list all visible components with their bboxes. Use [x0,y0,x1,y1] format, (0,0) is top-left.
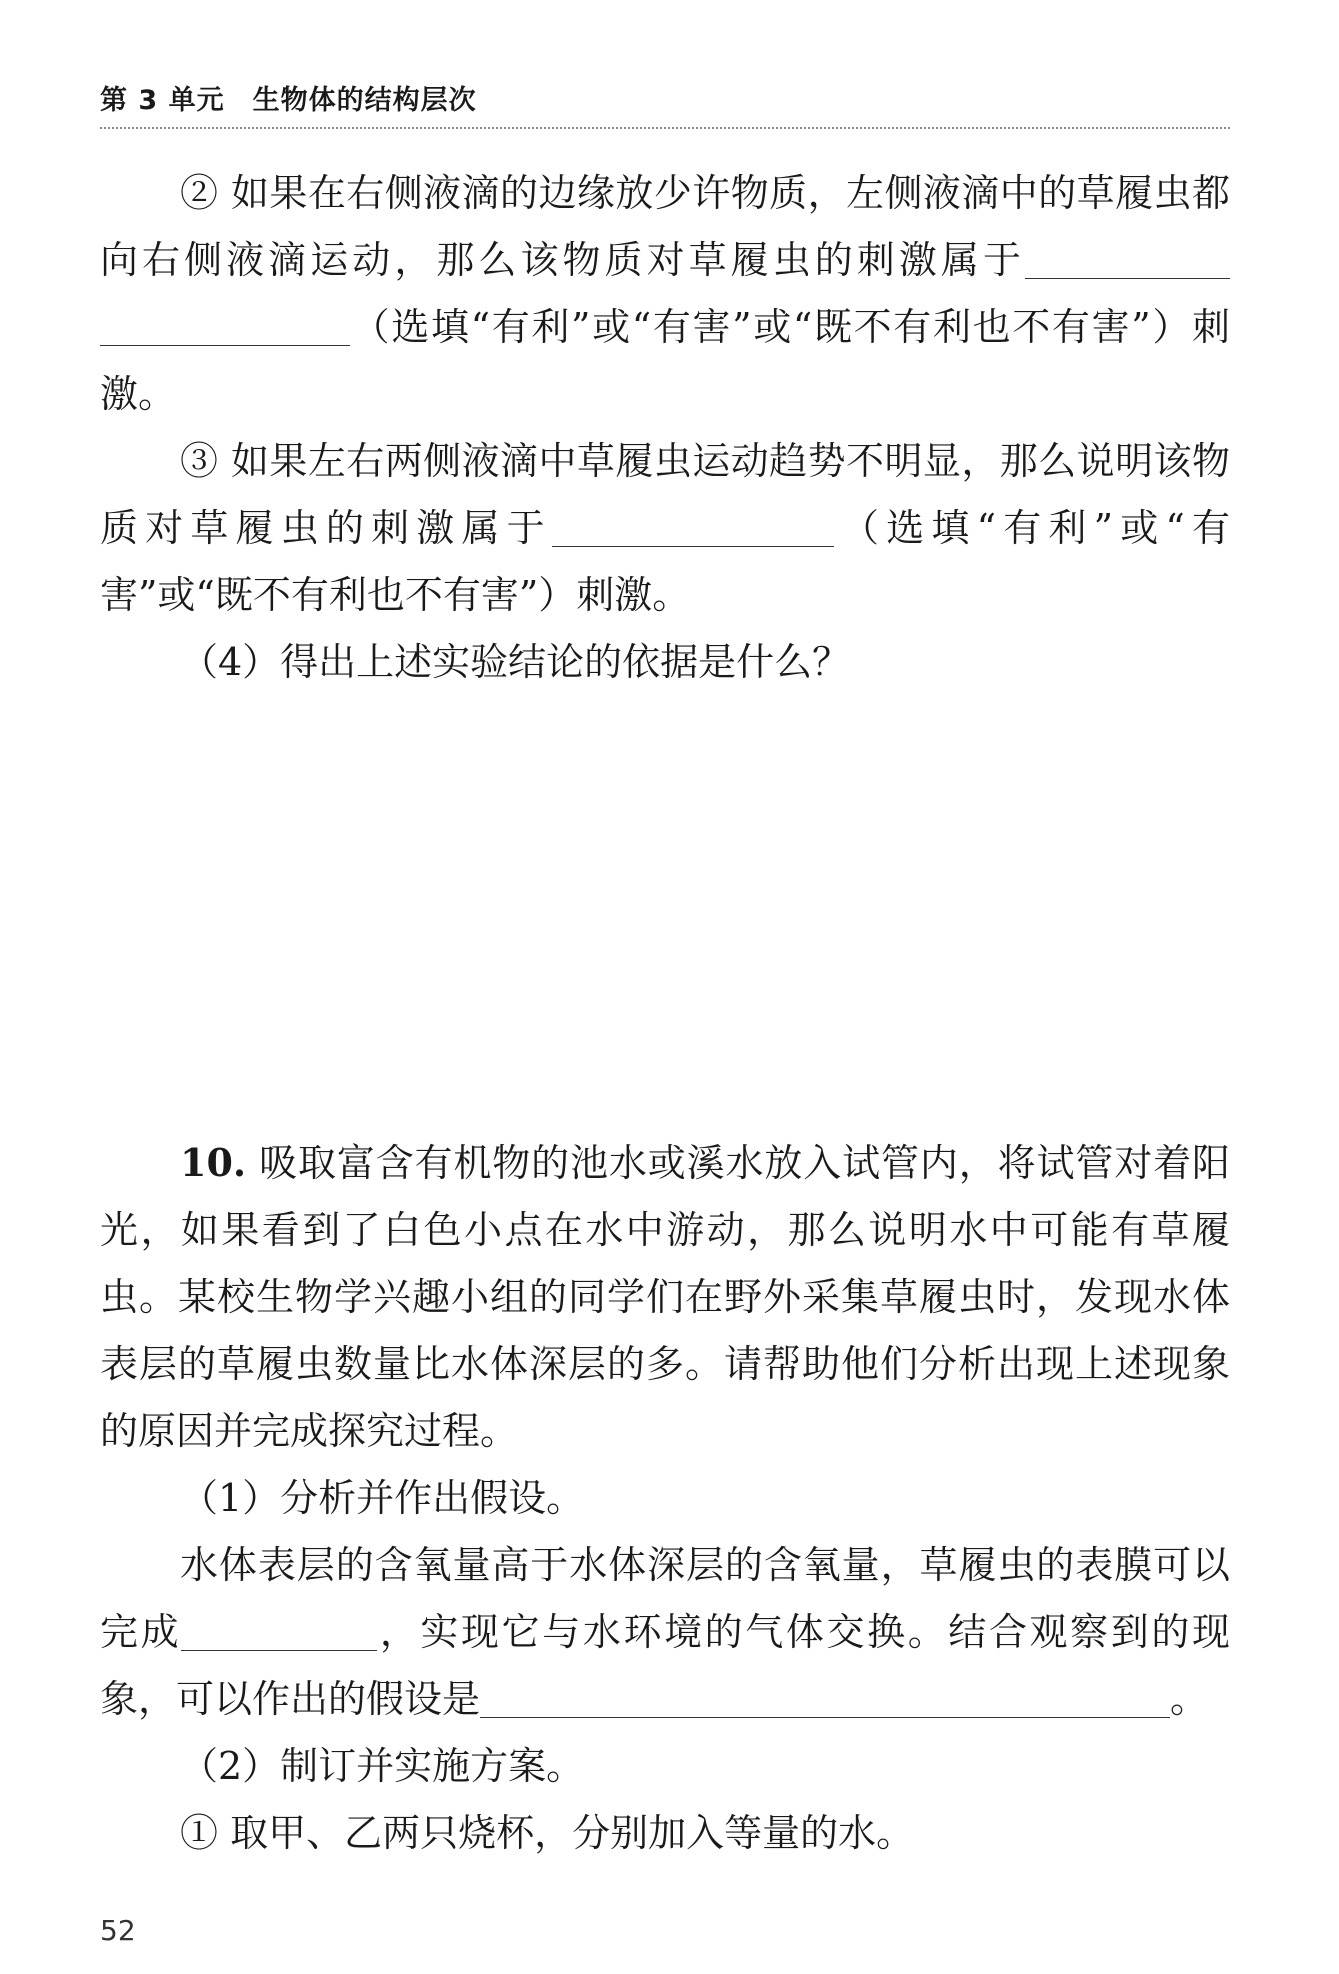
question-10 [100,1129,1230,1465]
answer-blank[interactable] [552,506,834,547]
step-1-text-a: 水体表层的含氧量高于水体深层的含氧量，草履虫的表膜可以完成 [100,1543,1230,1654]
question-4: （4）得出上述实验结论的依据是什么？ [180,640,851,684]
page-body [100,160,1230,1867]
item-2-text-b: （选填“有利”或“有害”或“既不有利也不有害”）刺激。 [100,305,1230,416]
item-2-paragraph [100,160,1230,428]
item-3-text-a: ③ 如果左右两侧液滴中草履虫运动趋势不明显，那么说明该物质对草履虫的刺激属于 [100,439,1230,550]
step-1-text-b: ，实现它与水环境的气体交换。结合观察到的现象，可以作出的假设是 [100,1610,1230,1721]
answer-blank[interactable] [181,1610,377,1651]
unit-title: 生物体的结构层次 [252,85,477,116]
page-number: 52 [100,1914,136,1947]
step-1-text-c: 。 [1170,1677,1209,1721]
item-3-text-b: （选填“有利”或“有害”或“既不有利也不有害”）刺激。 [100,506,1230,617]
step-2-heading: （2）制订并实施方案。 [180,1744,585,1788]
step-1-heading: （1）分析并作出假设。 [180,1476,585,1520]
step-1-paragraph [100,1532,1230,1733]
unit-label: 第 3 单元 [100,85,225,116]
question-10-text: 吸取富含有机物的池水或溪水放入试管内，将试管对着阳光，如果看到了白色小点在水中游动，那么说明水中可能有草履虫。某校生物学兴趣小组的同学们在野外采集草履虫时，发现水体表层的草履虫数量比水体深层的多。请帮助他们分析出现上述现象的原因并完成探究过程。 [100,1141,1230,1453]
item-2-text-a: ② 如果在右侧液滴的边缘放少许物质，左侧液滴中的草履虫都向右侧液滴运动，那么该物质对草履虫的刺激属于 [100,171,1230,282]
step-2-item-1: ① 取甲、乙两只烧杯，分别加入等量的水。 [180,1811,915,1855]
answer-blank[interactable] [100,305,350,346]
answer-space[interactable] [100,696,1230,1129]
answer-blank[interactable] [1025,238,1230,279]
answer-blank[interactable] [480,1677,1170,1718]
page-header [100,78,1230,129]
question-number: 10. [180,1140,247,1185]
item-3-paragraph [100,428,1230,629]
